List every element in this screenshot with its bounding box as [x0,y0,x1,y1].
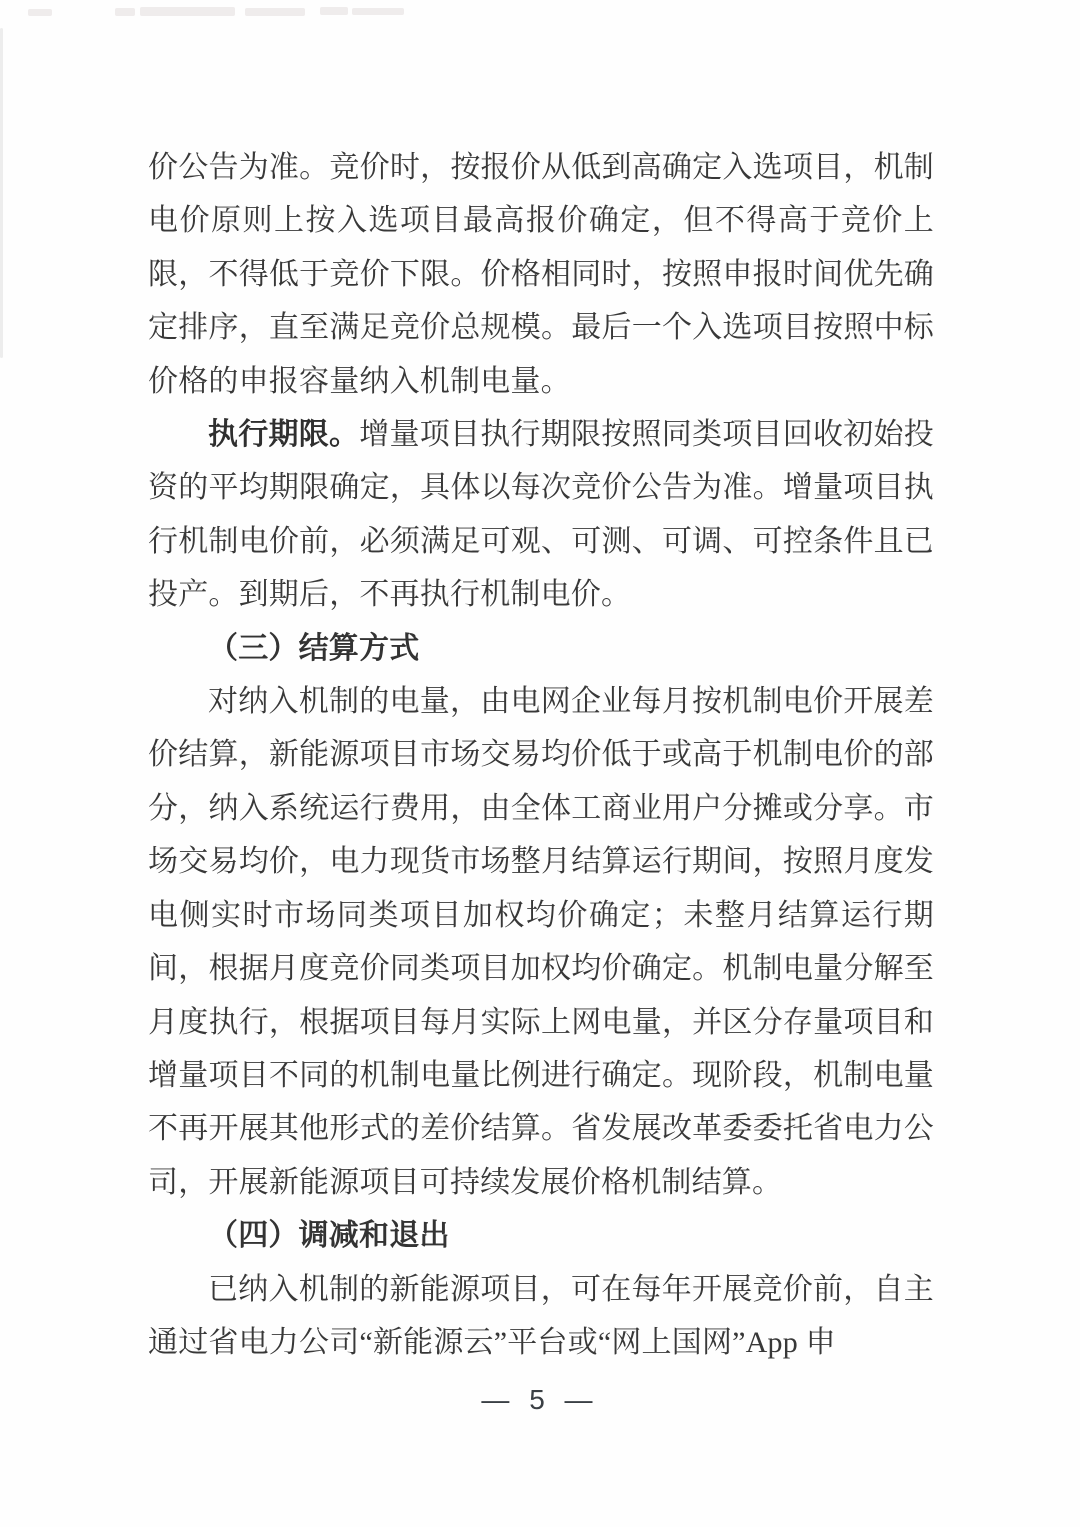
scan-artifact-top-smudge [140,7,235,16]
body-paragraph: 执行期限。增量项目执行期限按照同类项目回收初始投资的平均期限确定，具体以每次竞价公告为准。增量项目执行机制电价前，必须满足可观、可测、可调、可控条件且已投产。到期后，不再执行机制电价。 [148,418,934,612]
scan-artifact-top-smudge [352,8,404,15]
paragraph-bold-lead: 执行期限。 [208,418,360,452]
section-heading: （三）结算方式 [208,631,420,665]
body-paragraph: 价公告为准。竞价时，按报价从低到高确定入选项目，机制电价原则上按入选项目最高报价确定，但不得高于竞价上限，不得低于竞价下限。价格相同时，按照申报时间优先确定排序，直至满足竞价总规模。最后一个入选项目按照中标价格的申报容量纳入机制电量。 [148,151,934,398]
scan-artifact-top-smudge [245,8,305,16]
page-number: — 5 — [481,1384,599,1415]
scan-artifact-left-edge [0,28,3,358]
section-heading: （四）调减和退出 [208,1219,450,1253]
document-body [148,141,934,1369]
scan-artifact-top-smudge [320,7,348,15]
scan-artifact-top-smudge [115,8,135,16]
body-paragraph: 对纳入机制的电量，由电网企业每月按机制电价开展差价结算，新能源项目市场交易均价低于或高于机制电价的部分，纳入系统运行费用，由全体工商业用户分摊或分享。市场交易均价，电力现货市场整月结算运行期间，按照月度发电侧实时市场同类项目加权均价确定；未整月结算运行期间，根据月度竞价同类项目加权均价确定。机制电量分解至月度执行，根据项目每月实际上网电量，并区分存量项目和增量项目不同的机制电量比例进行确定。现阶段，机制电量不再开展其他形式的差价结算。省发展改革委委托省电力公司，开展新能源项目可持续发展价格机制结算。 [148,685,934,1199]
body-paragraph: 已纳入机制的新能源项目，可在每年开展竞价前，自主通过省电力公司“新能源云”平台或“网上国网”App 申 [148,1272,934,1359]
scan-artifact-top-smudge [28,9,52,16]
